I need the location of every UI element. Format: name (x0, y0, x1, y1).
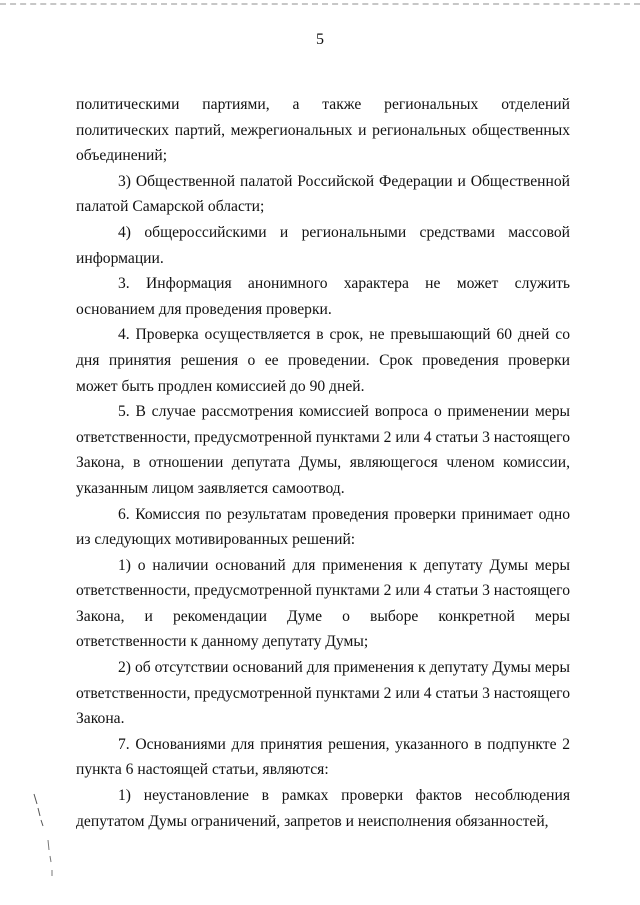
paragraph-item-3: 3) Общественной палатой Российской Федерации и Общественной палатой Самарской области; (76, 172, 570, 216)
paragraph-point-6-sub-1: 1) о наличии оснований для применения к депутату Думы меры ответственности, предусмотренной пунктами 2 или 4 статьи 3 настоящего Закона, и рекомендации Думе о выборе конкретной меры ответственности к данному депутату Думы; (76, 556, 570, 651)
paragraph-point-3: 3. Информация анонимного характера не может служить основанием для проведения проверки. (76, 275, 570, 318)
margin-stroke (48, 840, 52, 876)
paragraph-point-7-sub-1: 1) неустановление в рамках проверки фактов несоблюдения депутатом Думы ограничений, запретов и неисполнения обязанностей, (76, 787, 570, 830)
margin-stroke (34, 794, 43, 826)
paragraph-point-7: 7. Основаниями для принятия решения, указанного в подпункте 2 пункта 6 настоящей статьи, являются: (76, 735, 570, 779)
paragraph-continuation: политическими партиями, а также региональных отделений политических партий, межрегиональных и региональных общественных объединений; (76, 96, 570, 165)
page-number: 5 (316, 31, 324, 48)
paragraph-point-6-sub-2: 2) об отсутствии оснований для применения к депутату Думы меры ответственности, предусмотренной пунктами 2 или 4 статьи 3 настоящего Закона. (76, 659, 570, 728)
paragraph-point-6: 6. Комиссия по результатам проведения проверки принимает одно из следующих мотивированных решений: (76, 505, 570, 549)
paragraph-item-4: 4) общероссийскими и региональными средствами массовой информации. (76, 223, 570, 267)
paragraph-point-5: 5. В случае рассмотрения комиссией вопроса о применении меры ответственности, предусмотренной пунктами 2 или 4 статьи 3 настоящего Закона, в отношении депутата Думы, являющегося членом комиссии, указанным лицом заявляется самоотвод. (76, 403, 570, 497)
paragraph-point-4: 4. Проверка осуществляется в срок, не превышающий 60 дней со дня принятия решения о ее проведении. Срок проведения проверки может быть продлен комиссией до 90 дней. (76, 326, 570, 395)
scan-top-edge (0, 3, 640, 5)
scan-margin-marks (28, 790, 68, 880)
document-body (76, 92, 570, 834)
